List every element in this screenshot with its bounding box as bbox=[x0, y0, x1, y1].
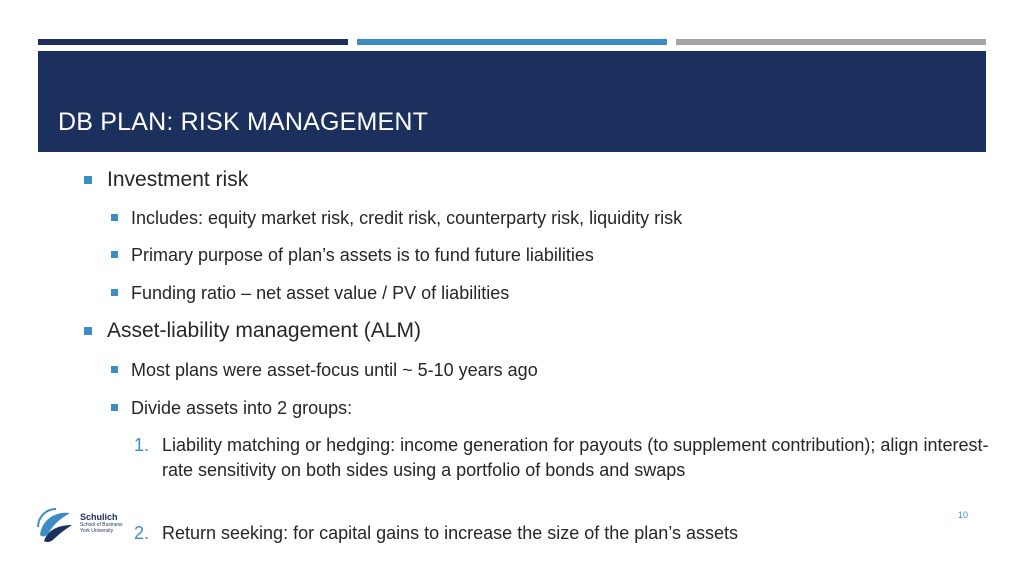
square-bullet-icon bbox=[84, 327, 92, 335]
schulich-leaf-logo-icon bbox=[34, 505, 78, 549]
square-bullet-icon bbox=[84, 176, 92, 184]
logo-wordmark bbox=[80, 512, 123, 534]
bullet-text: Investment risk bbox=[107, 168, 249, 191]
sub-bullet bbox=[111, 281, 509, 305]
square-bullet-icon bbox=[111, 404, 118, 411]
sub-bullet-text: Primary purpose of plan’s assets is to fund future liabilities bbox=[131, 245, 594, 265]
bullet-investment-risk bbox=[84, 167, 248, 193]
page-number: 10 bbox=[958, 510, 969, 520]
numbered-item bbox=[134, 521, 994, 546]
bullet-alm bbox=[84, 318, 421, 344]
sub-bullet-text: Includes: equity market risk, credit risk, counterparty risk, liquidity risk bbox=[131, 208, 683, 228]
square-bullet-icon bbox=[111, 366, 118, 373]
square-bullet-icon bbox=[111, 214, 118, 221]
sub-bullet-text: Most plans were asset-focus until ~ 5-10 years ago bbox=[131, 360, 538, 380]
item-number: 2. bbox=[134, 523, 150, 543]
logo-name: Schulich bbox=[80, 512, 118, 522]
sub-bullet bbox=[111, 243, 594, 267]
square-bullet-icon bbox=[111, 289, 118, 296]
slide-title: DB PLAN: RISK MANAGEMENT bbox=[58, 108, 429, 136]
sub-bullet bbox=[111, 396, 352, 420]
bullet-text: Asset-liability management (ALM) bbox=[107, 319, 421, 342]
square-bullet-icon bbox=[111, 251, 118, 258]
sub-bullet bbox=[111, 358, 538, 382]
sub-bullet-text: Divide assets into 2 groups: bbox=[131, 398, 353, 418]
numbered-item-text: Return seeking: for capital gains to increase the size of the plan’s assets bbox=[162, 523, 738, 543]
numbered-item bbox=[134, 433, 994, 483]
logo-subline: York University bbox=[80, 528, 114, 534]
sub-bullet-text: Funding ratio – net asset value / PV of liabilities bbox=[131, 283, 510, 303]
item-number: 1. bbox=[134, 435, 150, 455]
sub-bullet bbox=[111, 206, 682, 230]
numbered-item-text: Liability matching or hedging: income generation for payouts (to supplement contribution); align interest-rate sensitivity on both sides using a portfolio of bonds and swaps bbox=[162, 435, 989, 480]
logo-subline: School of Business bbox=[80, 522, 123, 528]
